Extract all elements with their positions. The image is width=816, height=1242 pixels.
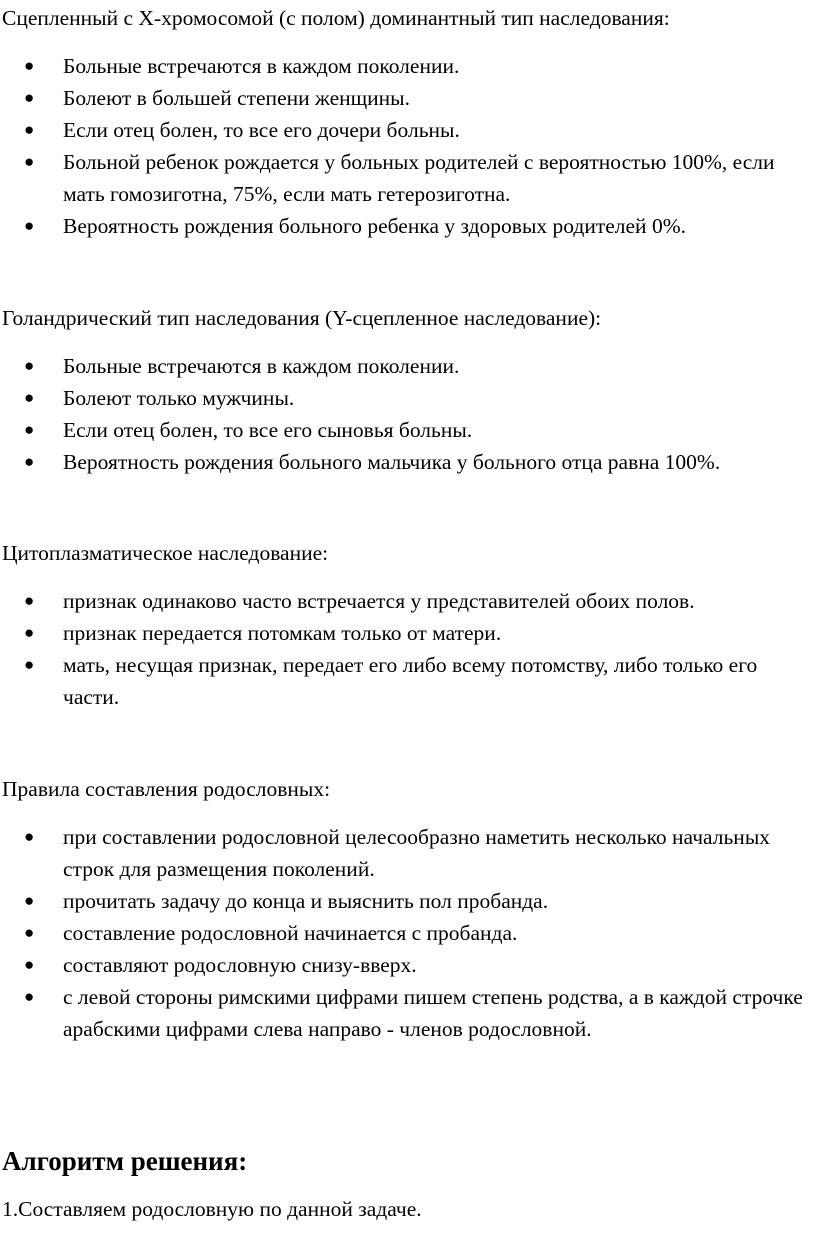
section-heading: Голандрический тип наследования (Y-сцепленное наследование):: [2, 306, 602, 330]
bullet-icon: ●: [24, 923, 35, 942]
list-item: [0, 114, 816, 146]
bullet-icon: ●: [24, 655, 35, 674]
list-item: [0, 446, 816, 478]
list-item-text: с левой стороны римскими цифрами пишем степень родства, а в каждой строчке арабскими цифрами слева направо - членов родословной.: [63, 985, 803, 1041]
list-item: [0, 414, 816, 446]
list-item: [0, 917, 816, 949]
section-algorithm: [0, 1143, 816, 1179]
list-item-text: Вероятность рождения больного мальчика у больного отца равна 100%.: [63, 450, 721, 474]
list-item: [0, 981, 816, 1045]
section-heading: Правила составления родословных:: [2, 777, 331, 801]
list-item-text: мать, несущая признак, передает его либо всему потомству, либо только его части.: [63, 653, 758, 709]
bullet-icon: ●: [24, 356, 35, 375]
bullet-icon: ●: [24, 955, 35, 974]
list-item-text: признак передается потомкам только от матери.: [63, 621, 502, 645]
list-item: [0, 821, 816, 885]
bullet-icon: ●: [24, 216, 35, 235]
bullet-icon: ●: [24, 891, 35, 910]
list-item-text: прочитать задачу до конца и выяснить пол пробанда.: [63, 889, 549, 913]
bullet-icon: ●: [24, 120, 35, 139]
bullet-icon: ●: [24, 152, 35, 171]
bullet-icon: ●: [24, 591, 35, 610]
algorithm-title: Алгоритм решения:: [2, 1146, 248, 1176]
list-item-text: Болеют в большей степени женщины.: [63, 86, 411, 110]
bullet-icon: ●: [24, 56, 35, 75]
bullet-icon: ●: [24, 452, 35, 471]
algorithm-steps: [0, 1193, 816, 1225]
bullet-icon: ●: [24, 623, 35, 642]
list-item: [0, 585, 816, 617]
bullet-list: [0, 50, 816, 242]
list-item-text: Болеют только мужчины.: [63, 386, 295, 410]
bullet-list: [0, 350, 816, 478]
list-item: [0, 210, 816, 242]
bullet-icon: ●: [24, 88, 35, 107]
list-item-text: Больной ребенок рождается у больных родителей с вероятностью 100%, если мать гомозиготна, 75%, если мать гетерозиготна.: [63, 150, 775, 206]
algorithm-step: 1.Составляем родословную по данной задаче.: [2, 1197, 422, 1221]
list-item: [0, 382, 816, 414]
list-item-text: признак одинаково часто встречается у представителей обоих полов.: [63, 589, 695, 613]
section-x-linked-dominant: [0, 2, 816, 242]
bullet-list: [0, 585, 816, 713]
bullet-icon: ●: [24, 388, 35, 407]
list-item: [0, 949, 816, 981]
list-item-text: составление родословной начинается с пробанда.: [63, 921, 518, 945]
section-heading: Сцепленный с Х-хромосомой (с полом) доминантный тип наследования:: [2, 6, 670, 30]
bullet-icon: ●: [24, 827, 35, 846]
list-item: [0, 649, 816, 713]
list-item-text: Вероятность рождения больного ребенка у здоровых родителей 0%.: [63, 214, 686, 238]
list-item-text: составляют родословную снизу-вверх.: [63, 953, 417, 977]
bullet-icon: ●: [24, 420, 35, 439]
bullet-list: [0, 821, 816, 1045]
list-item: [0, 350, 816, 382]
list-item: [0, 82, 816, 114]
bullet-icon: ●: [24, 987, 35, 1006]
list-item-text: Если отец болен, то все его дочери больны.: [63, 118, 460, 142]
section-cytoplasmic: [0, 537, 816, 713]
section-pedigree-rules: [0, 773, 816, 1045]
list-item: [0, 617, 816, 649]
list-item-text: Если отец болен, то все его сыновья больны.: [63, 418, 473, 442]
section-holandric: [0, 302, 816, 478]
list-item-text: Больные встречаются в каждом поколении.: [63, 354, 460, 378]
list-item: [0, 885, 816, 917]
section-heading: Цитоплазматическое наследование:: [2, 541, 329, 565]
list-item-text: Больные встречаются в каждом поколении.: [63, 54, 460, 78]
list-item: [0, 50, 816, 82]
list-item: [0, 146, 816, 210]
list-item-text: при составлении родословной целесообразно наметить несколько начальных строк для размещения поколений.: [63, 825, 771, 881]
